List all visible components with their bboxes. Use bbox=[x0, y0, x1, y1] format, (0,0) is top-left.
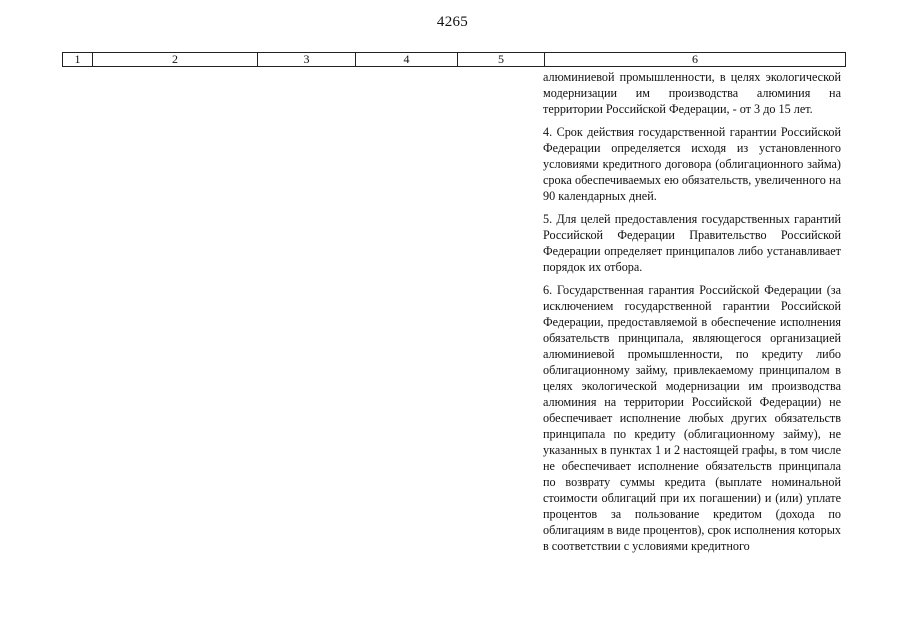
column-number-row bbox=[63, 53, 846, 67]
page-number: 4265 bbox=[436, 14, 469, 30]
table-column-header bbox=[62, 52, 846, 67]
column-number-3: 3 bbox=[258, 53, 356, 67]
column-6-text bbox=[543, 69, 841, 561]
paragraph-4: 4. Срок действия государственной гарантии Российской Федерации определяется исходя из установленного условиями кредитного договора (облигационного займа) срока обеспечиваемых ею обязательств, увеличенного на 90 календарных дней. bbox=[543, 125, 841, 203]
column-number-1: 1 bbox=[63, 53, 93, 67]
paragraph-5: 5. Для целей предоставления государственных гарантий Российской Федерации Правительство Российской Федерации определяет принципалов либо устанавливает порядок их отбора. bbox=[543, 212, 841, 274]
column-number-6: 6 bbox=[545, 53, 846, 67]
column-number-2: 2 bbox=[93, 53, 258, 67]
paragraph-6: 6. Государственная гарантия Российской Федерации (за исключением государственной гарантии Российской Федерации, предоставляемой в обеспечение исполнения обязательств принципала, являющегося организацией алюминиевой промышленности, по кредиту либо облигационному займу, привлекаемому принципалом в целях экологической модернизации им производства алюминия на территории Российской Федерации) не обеспечивает исполнение любых других обязательств принципала по кредиту (облигационному займу), не указанных в пунктах 1 и 2 настоящей графы, в том числе не обеспечивает исполнение обязательств принципала по возврату суммы кредита (выплате номинальной стоимости облигаций при их погашении) и (или) уплате процентов за пользование кредитом (дохода по облигациям в виде процентов), срок исполнения которых в соответствии с условиями кредитного bbox=[543, 283, 842, 553]
column-number-4: 4 bbox=[356, 53, 458, 67]
column-number-5: 5 bbox=[458, 53, 545, 67]
paragraph-continuation: алюминиевой промышленности, в целях экологической модернизации им производства алюминия на территории Российской Федерации, - от 3 до 15 лет. bbox=[543, 70, 841, 116]
